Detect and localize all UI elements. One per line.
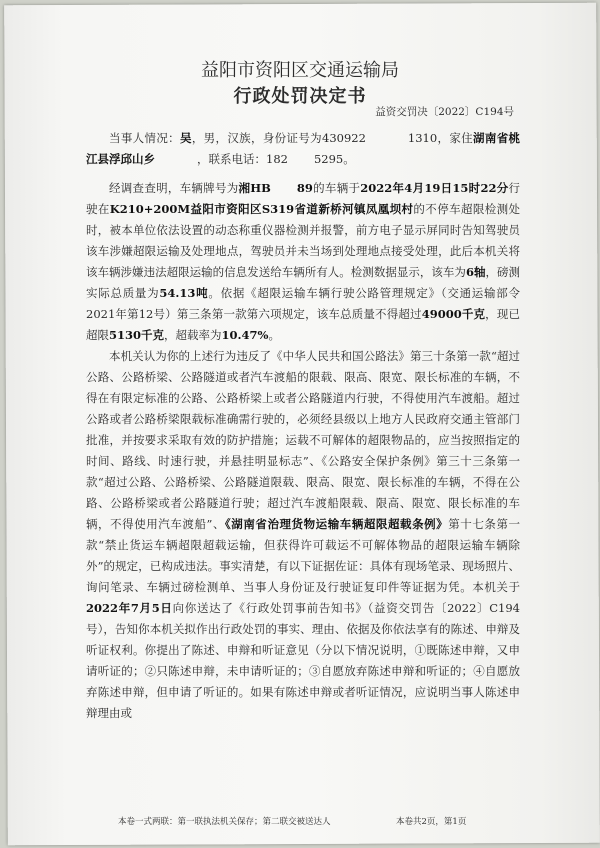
party-name: 吴 — [180, 131, 192, 145]
address-county: 省桃江县浮邱山乡 — [86, 131, 521, 166]
facts-text: 经调查查明，车辆牌号为 — [109, 181, 239, 195]
party-label: 当事人情况： — [109, 131, 180, 145]
axle-count: 6轴 — [465, 265, 486, 279]
phone-label: ，联系电话： — [197, 152, 266, 166]
incident-location: K210+200M益阳市资阳区S319省道新桥河镇凤凰坝村 — [109, 202, 414, 216]
plate-suffix: 89 — [296, 181, 313, 195]
party-sex-text: ，男，汉族，身份证号为 — [191, 131, 322, 145]
issuing-organization: 益阳市资阳区交通运输局 — [201, 60, 399, 81]
footer-page-number: 本卷共2页，第1页 — [396, 817, 467, 827]
legal-text: 本机关认为你的上述行为违反了《中华人民共和国公路法》第三十条第一款“超过公路、公路桥梁、公路隧道或者汽车渡船的限载、限高、限宽、限长标准的车辆，不得在有限定标准的公路、公路桥梁上或者公路隧道内行驶，不得使用汽车渡船。超过公路或者公路桥梁限载标准确需行驶的，必须经县级以上地方人民政府交通主管部门批准，并按要求采取有效的防护措施；运载不可解体的超限物品的，应当按照指定的时间、路线、时速行驶，并悬挂明显标志”、《公路安全保护条例》第三十三条第一款“超过公路、公路桥梁、公路隧道限载、限高、限宽、限长标准的车辆，不得在公路、公路桥梁或者公路隧道行驶；超过汽车渡船限载、限高、限宽、限长标准的车辆，不得使用汽车渡船”、 — [86, 349, 520, 531]
document-body — [86, 128, 520, 724]
facts-text: 的车辆于 — [312, 181, 361, 195]
notice-date: 2022年7月5日 — [86, 601, 173, 615]
facts-text: ，超载率为 — [164, 328, 222, 342]
party-end: 。 — [343, 152, 355, 166]
legal-text: 向你送达了《行政处罚事前告知书》（益资交罚告〔2022〕C194号），告知你本机关拟作出行政处罚的事实、理由、依据及你依法享有的陈述、申辩及听证权利。你提出了陈述、申辩和听证意见（分以下情况说明，①既陈述申辩，又申请听证的；②只陈述申辩，未申请听证的；③自愿放弃陈述申辩和听证的；④自愿放弃陈述申辩，但申请了听证的。如果有陈述申辩或者听证情况，应说明当事人陈述申辩理由或 — [86, 601, 520, 720]
weight-limit: 49000千克 — [421, 307, 486, 321]
address-lead: ，家住 — [437, 131, 474, 145]
id-prefix: 430922 — [322, 131, 366, 145]
facts-text: 。 — [268, 328, 280, 342]
legal-text: 第十七条第一款“禁止货运车辆超限超载运输，但获得许可载运不可解体物品的超限运输车辆除外”的规定，已构成违法。事实清楚，有以下证据佐证：具体有现场笔录、现场照片、询问笔录、车辆过磅检测单、当事人身份证及行驶证复印件等证据为凭。本机关于 — [86, 517, 520, 594]
id-suffix: 1310 — [407, 131, 438, 145]
facts-text: 行驶在 — [86, 181, 520, 216]
facts-text: ，现已超限 — [86, 307, 520, 342]
document-title: 行政处罚决定书 — [233, 86, 367, 107]
facts-paragraph — [86, 178, 520, 346]
overweight-amount: 5130千克 — [109, 328, 165, 342]
footer-copies-note: 本卷一式两联：第一联执法机关保存；第二联交被送达人 — [118, 817, 331, 827]
legal-paragraph — [86, 346, 520, 724]
facts-text: 。依据《超限运输车辆行驶公路管理规定》（交通运输部令2021年第12号）第三条第一款第六项规定，该车总质量不得超过 — [86, 286, 520, 321]
overload-rate: 10.47% — [221, 328, 269, 342]
regulation-name: 《湖南省治理货物运输车辆超限超载条例》 — [225, 517, 449, 531]
facts-text: 的不停车超限检测处时，被本单位依法设置的动态称重仪器检测并报警，前方电子显示屏同时告知驾驶员该车涉嫌超限运输及处理地点，驾驶员并未当场到处理地点接受处理，此后本机关将该车辆涉嫌违法超限运输的信息发送给车辆所有人。检测数据显示，该车为 — [86, 202, 521, 279]
address-province: 湖南 — [473, 131, 497, 145]
measured-weight: 54.13吨 — [159, 286, 209, 300]
plate-prefix: 湘HB — [238, 181, 271, 195]
phone-prefix: 182 — [266, 152, 288, 166]
phone-suffix: 5295 — [313, 152, 344, 166]
incident-datetime: 2022年4月19日15时22分 — [360, 181, 509, 195]
party-paragraph — [86, 128, 520, 170]
facts-text: ，磅测实际总质量为 — [86, 265, 520, 300]
document-number: 益资交罚决〔2022〕C194号 — [375, 106, 514, 118]
